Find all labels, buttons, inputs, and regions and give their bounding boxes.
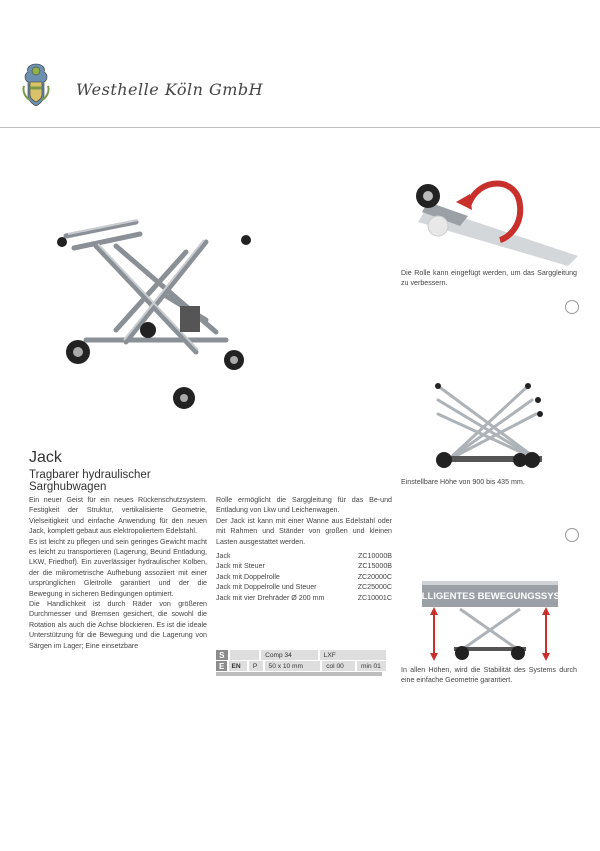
list-item bbox=[216, 593, 392, 603]
spec-cell: 50 x 10 mm bbox=[265, 661, 321, 671]
body-paragraph: Ein neuer Geist für ein neues Rückenschutzsystem. Festigkeit der Struktur, vertikalisierte Geometrie, Vielseitigkeit und einfache Anwendung für den neuen Jack, komplett gebaut aus elektropoliertem Edelstahl. bbox=[29, 496, 207, 536]
caption-height: Einstellbare Höhe von 900 bis 435 mm. bbox=[401, 478, 525, 486]
spec-tag: S bbox=[216, 650, 228, 660]
spec-cell bbox=[230, 650, 259, 660]
company-name: Westhelle Köln GmbH bbox=[76, 80, 264, 99]
product-code: ZC10000B bbox=[358, 552, 392, 560]
caption-stability: In allen Höhen, wird die Stabilität des Systems durch eine einfache Geometrie garantiert. bbox=[401, 666, 577, 685]
stability-image bbox=[400, 577, 580, 662]
list-item bbox=[216, 551, 392, 561]
product-name: Jack mit Doppelrolle bbox=[216, 572, 280, 581]
spec-cell: Comp 34 bbox=[261, 650, 318, 660]
header-divider bbox=[0, 127, 600, 128]
spec-underline bbox=[216, 672, 382, 676]
product-code: ZC15000B bbox=[358, 562, 392, 571]
spec-row bbox=[216, 650, 386, 660]
product-code: ZC25000C bbox=[357, 583, 392, 592]
list-item bbox=[216, 572, 392, 582]
logo bbox=[20, 62, 52, 108]
product-subtitle: Tragbarer hydraulischer Sarghubwagen bbox=[29, 469, 151, 493]
list-item bbox=[216, 561, 392, 571]
body-paragraph: Die Handlichkeit ist durch Räder von größeren Durchmesser und Bremsen gesichert, die sowohl die Rotation als auch die Achse blockieren. Es ist die ideale Unterstützung für die Bewegung und die Lagerung von Särgen im Lager; Eine einsetzbare bbox=[29, 600, 207, 650]
spec-tag: E bbox=[216, 661, 227, 671]
height-adjust-image bbox=[428, 380, 552, 470]
list-item bbox=[216, 582, 392, 592]
punch-hole-mark bbox=[565, 528, 579, 542]
spec-row bbox=[216, 661, 386, 671]
spec-cell: LXF bbox=[320, 650, 386, 660]
product-code: ZC20000C bbox=[357, 572, 392, 581]
product-name: Jack mit Doppelrolle und Steuer bbox=[216, 583, 317, 592]
roller-detail-image bbox=[408, 176, 578, 266]
product-name: Jack bbox=[216, 552, 231, 560]
banner-text: INTELLIGENTES BEWEGUNGSSYSTEM bbox=[400, 591, 580, 602]
spec-cell: min 01 bbox=[357, 661, 386, 671]
body-paragraph: Rolle ermöglicht die Sarggleitung für das Be-und Entladung von Lkw und Leichenwagen. bbox=[216, 496, 392, 515]
product-title: Jack bbox=[29, 449, 62, 466]
product-list bbox=[216, 551, 392, 603]
spec-cell: P bbox=[249, 661, 263, 671]
product-code: ZC10001C bbox=[357, 593, 392, 602]
body-paragraph: Es ist leicht zu pflegen und sein geringes Gewicht macht es leicht zu transportieren (Lagerung, Beund Entladung, LKW, Friedhof). Ein zuverlässiger hydraulischer Kolben, der die mikrometrische Aufhebung assoziiert mit einer ursprünglichen Gleitrolle garantiert und der die Bewegung in sicheren Bedingungen optimiert. bbox=[29, 537, 207, 598]
punch-hole-mark bbox=[565, 300, 579, 314]
product-name: Jack mit Steuer bbox=[216, 562, 265, 571]
spec-lang: EN bbox=[229, 661, 246, 671]
spec-cell: col 00 bbox=[322, 661, 355, 671]
spec-table bbox=[216, 650, 386, 676]
body-paragraph: Der Jack ist kann mit einer Wanne aus Edelstahl oder mit Rahmen und Ständer von großen und kleinen Lasten ausgestattet werden. bbox=[216, 516, 392, 546]
body-column-2 bbox=[216, 495, 392, 547]
product-image-jack bbox=[56, 212, 256, 412]
caption-roller: Die Rolle kann eingefügt werden, um das Sarggleitung zu verbessern. bbox=[401, 269, 577, 288]
coat-of-arms-icon bbox=[20, 62, 52, 108]
body-column-1 bbox=[29, 495, 207, 651]
product-name: Jack mit vier Drehräder Ø 200 mm bbox=[216, 593, 325, 602]
